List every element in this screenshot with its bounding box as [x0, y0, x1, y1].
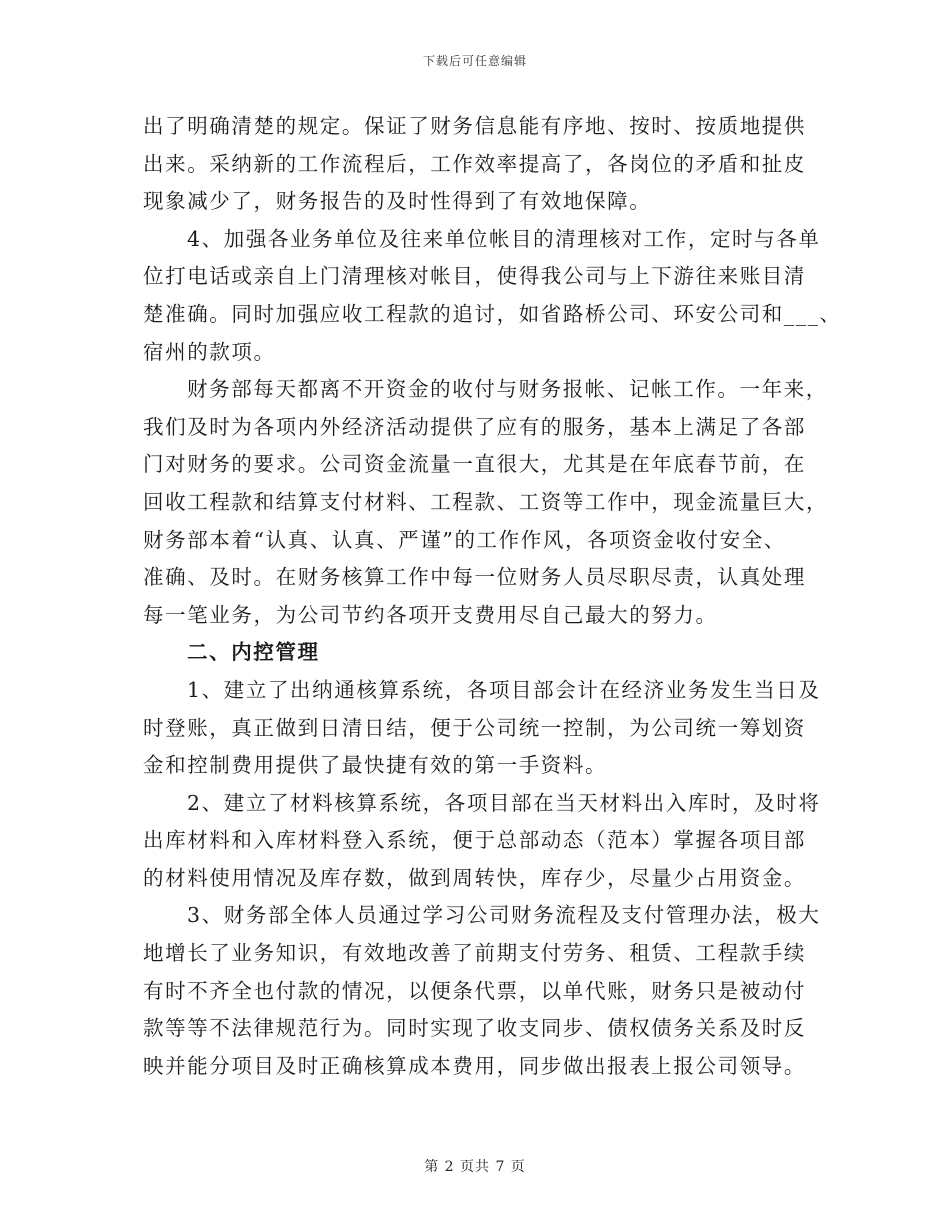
text-line: 3、财务部全体人员通过学习公司财务流程及支付管理办法，极大 [187, 903, 821, 928]
text-line: 1、建立了出纳通核算系统，各项目部会计在经济业务发生当日及 [187, 677, 821, 702]
text-line: 金和控制费用提供了最快捷有效的第一手资料。 [143, 753, 608, 778]
text-line: 门对财务的要求。公司资金流量一直很大，尤其是在年底春节前，在 [143, 452, 806, 477]
text-line: 位打电话或亲自上门清理核对帐目，使得我公司与上下游往来账目清 [143, 264, 806, 289]
text-line: 我们及时为各项内外经济活动提供了应有的服务，基本上满足了各部 [143, 414, 806, 439]
text-line: 准确、及时。在财务核算工作中每一位财务人员尽职尽责，认真处理 [143, 565, 806, 590]
text-line: 回收工程款和结算支付材料、工程款、工资等工作中，现金流量巨大， [143, 489, 829, 514]
text-line: 款等等不法律规范行为。同时实现了收支同步、债权债务关系及时反 [143, 1016, 806, 1041]
page-header: 下载后可任意编辑 [422, 54, 527, 68]
text-line: 现象减少了，财务报告的及时性得到了有效地保障。 [143, 189, 652, 214]
text-line: 地增长了业务知识，有效地改善了前期支付劳务、租赁、工程款手续 [143, 941, 806, 966]
text-line: 的材料使用情况及库存数，做到周转快，库存少，尽量少占用资金。 [143, 865, 806, 890]
text-line: 时登账，真正做到日清日结，便于公司统一控制，为公司统一筹划资 [143, 715, 806, 740]
text-line: 楚准确。同时加强应收工程款的追讨，如省路桥公司、环安公司和___、 [143, 301, 842, 326]
section-heading: 二、内控管理 [187, 640, 320, 665]
document-body [143, 108, 842, 1085]
text-line: 有时不齐全也付款的情况，以便条代票，以单代账，财务只是被动付 [143, 978, 806, 1003]
text-line: 4、加强各业务单位及往来单位帐目的清理核对工作，定时与各单 [187, 226, 821, 251]
text-line: 财务部本着“认真、认真、严谨”的工作作风，各项资金收付安全、 [143, 527, 786, 552]
text-line: 映并能分项目及时正确核算成本费用，同步做出报表上报公司领导。 [143, 1053, 806, 1078]
text-line: 出库材料和入库材料登入系统，便于总部动态（范本）掌握各项目部 [143, 828, 806, 853]
page-number-footer: 第 2 页共 7 页 [424, 1159, 526, 1175]
text-line: 出了明确清楚的规定。保证了财务信息能有序地、按时、按质地提供 [143, 114, 806, 138]
text-line: 财务部每天都离不开资金的收付与财务报帐、记帐工作。一年来， [187, 377, 828, 402]
text-line: 宿州的款项。 [143, 339, 276, 364]
text-line: 每一笔业务，为公司节约各项开支费用尽自己最大的努力。 [143, 602, 718, 627]
text-line: 2、建立了材料核算系统，各项目部在当天材料出入库时，及时将 [187, 790, 821, 815]
text-line: 出来。采纳新的工作流程后，工作效率提高了，各岗位的矛盾和扯皮 [143, 151, 806, 176]
